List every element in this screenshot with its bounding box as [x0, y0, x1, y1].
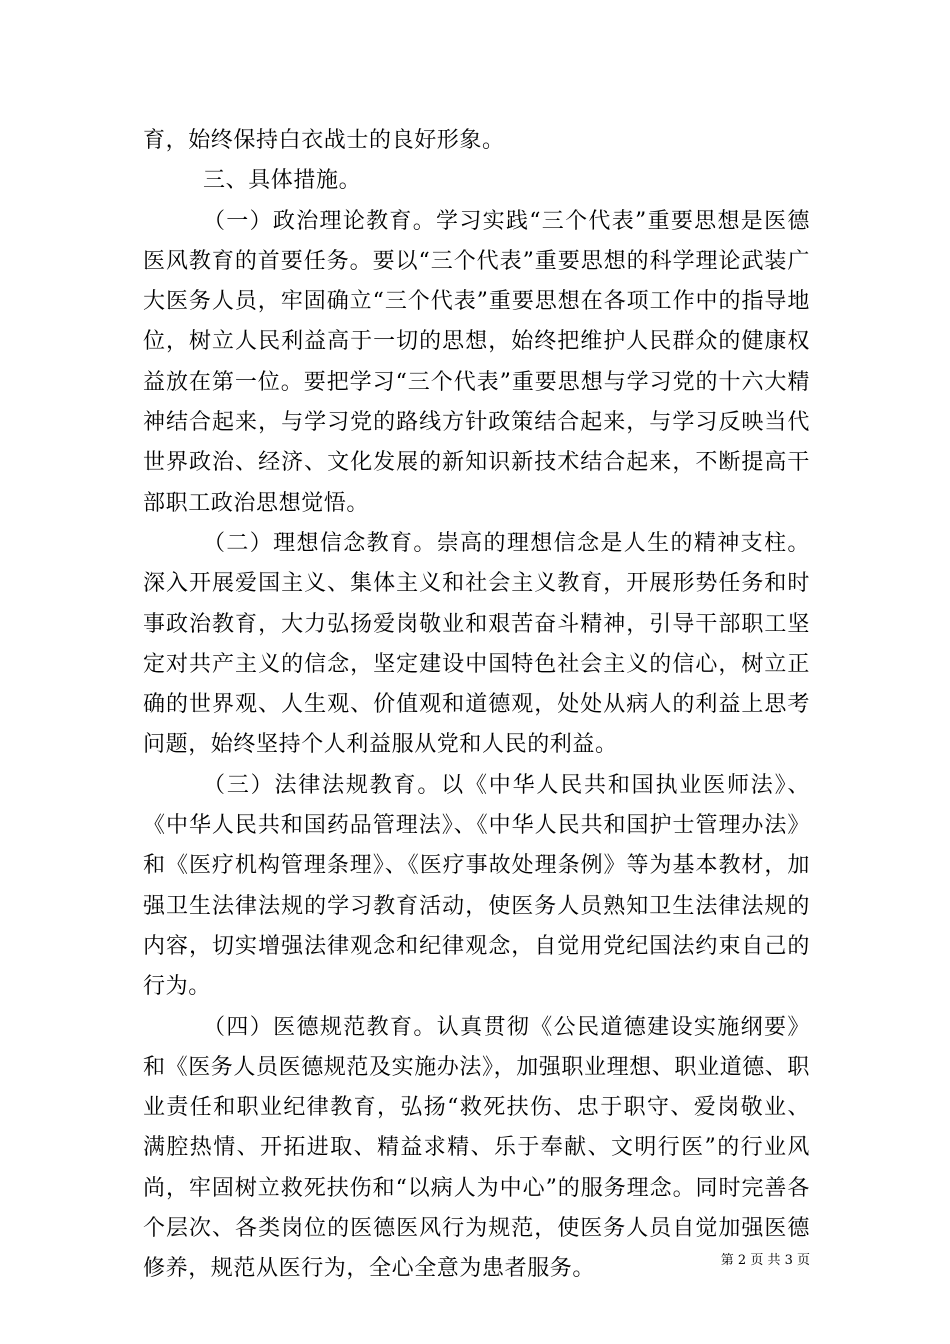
- paragraph-ideal-belief-education: （二）理想信念教育。崇高的理想信念是人生的精神支柱。深入开展爱国主义、集体主义和社会主义教育，开展形势任务和时事政治教育，大力弘扬爱岗敬业和艰苦奋斗精神，引导干部职工坚定对共产主义的信念，坚定建设中国特色社会主义的信心，树立正确的世界观、人生观、价值观和道德观，处处从病人的利益上思考问题，始终坚持个人利益服从党和人民的利益。: [143, 530, 810, 758]
- section-heading: 三、具体措施。: [203, 168, 362, 194]
- paragraph-political-education: （一）政治理论教育。学习实践“三个代表”重要思想是医德医风教育的首要任务。要以“三个代表”重要思想的科学理论武装广大医务人员，牢固确立“三个代表”重要思想在各项工作中的指导地位，树立人民利益高于一切的思想，始终把维护人民群众的健康权益放在第一位。要把学习“三个代表”重要思想与学习党的十六大精神结合起来，与学习党的路线方针政策结合起来，与学习反映当代世界政治、经济、文化发展的新知识新技术结合起来，不断提高干部职工政治思想觉悟。: [143, 208, 810, 516]
- page-number: 第 2 页 共 3 页: [720, 1253, 810, 1268]
- paragraph-continuation: 育，始终保持白衣战士的良好形象。: [143, 128, 505, 153]
- paragraph-medical-ethics-education: （四）医德规范教育。认真贯彻《公民道德建设实施纲要》和《医务人员医德规范及实施办法》，加强职业理想、职业道德、职业责任和职业纪律教育，弘扬“救死扶伤、忠于职守、爱岗敬业、满腔热情、开拓进取、精益求精、乐于奉献、文明行医”的行业风尚，牢固树立救死扶伤和“以病人为中心”的服务理念。同时完善各个层次、各类岗位的医德医风行为规范，使医务人员自觉加强医德修养，规范从医行为，全心全意为患者服务。: [143, 1014, 811, 1282]
- document-body: [143, 121, 810, 1290]
- paragraph-law-education: （三）法律法规教育。以《中华人民共和国执业医师法》、《中华人民共和国药品管理法》、《中华人民共和国护士管理办法》和《医疗机构管理条理》、《医疗事故处理条例》等为基本教材，加强卫生法律法规的学习教育活动，使医务人员熟知卫生法律法规的内容，切实增强法律观念和纪律观念，自觉用党纪国法约束自己的行为。: [143, 772, 810, 1000]
